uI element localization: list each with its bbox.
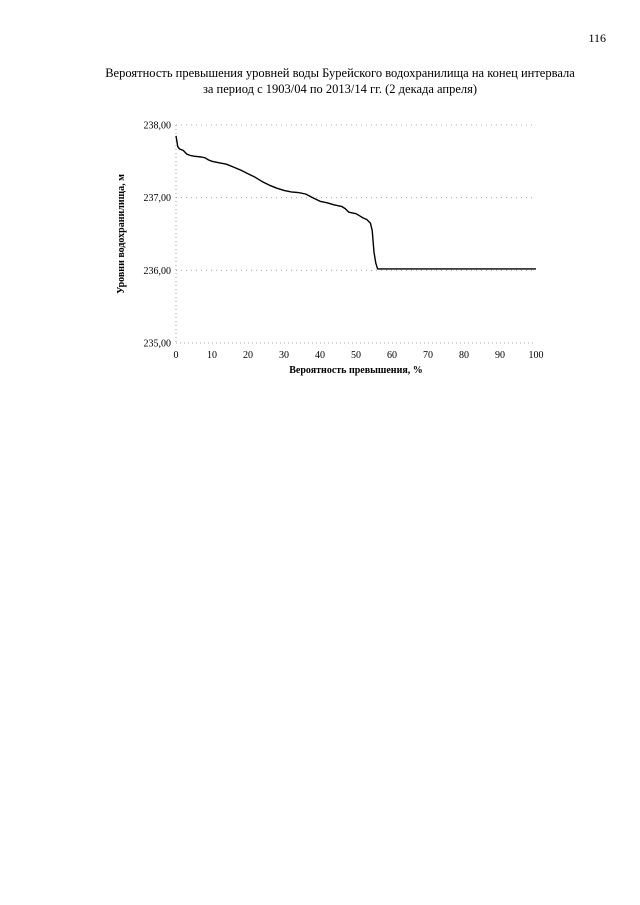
series-line-0: [176, 136, 536, 269]
x-tick-label-6: 60: [387, 350, 397, 361]
page-number: 116: [588, 31, 606, 45]
y-tick-label-3: 235,00: [143, 338, 171, 350]
x-tick-label-9: 90: [495, 350, 505, 361]
series-layer: [176, 136, 536, 269]
x-tick-label-10: 100: [528, 350, 544, 361]
y-tick-label-1: 237,00: [143, 193, 171, 205]
x-axis-title: Вероятность превышения, %: [289, 365, 423, 376]
tick-labels: [144, 121, 544, 362]
y-tick-label-2: 236,00: [143, 265, 171, 277]
grid-lines: [176, 125, 536, 270]
axes: [176, 125, 536, 343]
x-tick-label-0: 0: [173, 350, 179, 361]
x-tick-label-4: 40: [315, 350, 325, 361]
x-tick-label-5: 50: [351, 350, 361, 361]
x-tick-label-7: 70: [423, 350, 433, 361]
y-tick-label-0: 238,00: [143, 120, 171, 132]
x-tick-label-2: 20: [243, 350, 253, 361]
x-tick-label-8: 80: [459, 350, 469, 361]
y-axis-title: Уровни водохранилища, м: [116, 174, 127, 294]
x-tick-label-1: 10: [207, 350, 217, 361]
x-tick-label-3: 30: [279, 350, 289, 361]
chart-title-line-1: Вероятность превышения уровней воды Бурейского водохранилища на конец интервала: [105, 66, 575, 80]
chart-title-line-2: за период с 1903/04 по 2013/14 гг. (2 декада апреля): [202, 82, 478, 96]
